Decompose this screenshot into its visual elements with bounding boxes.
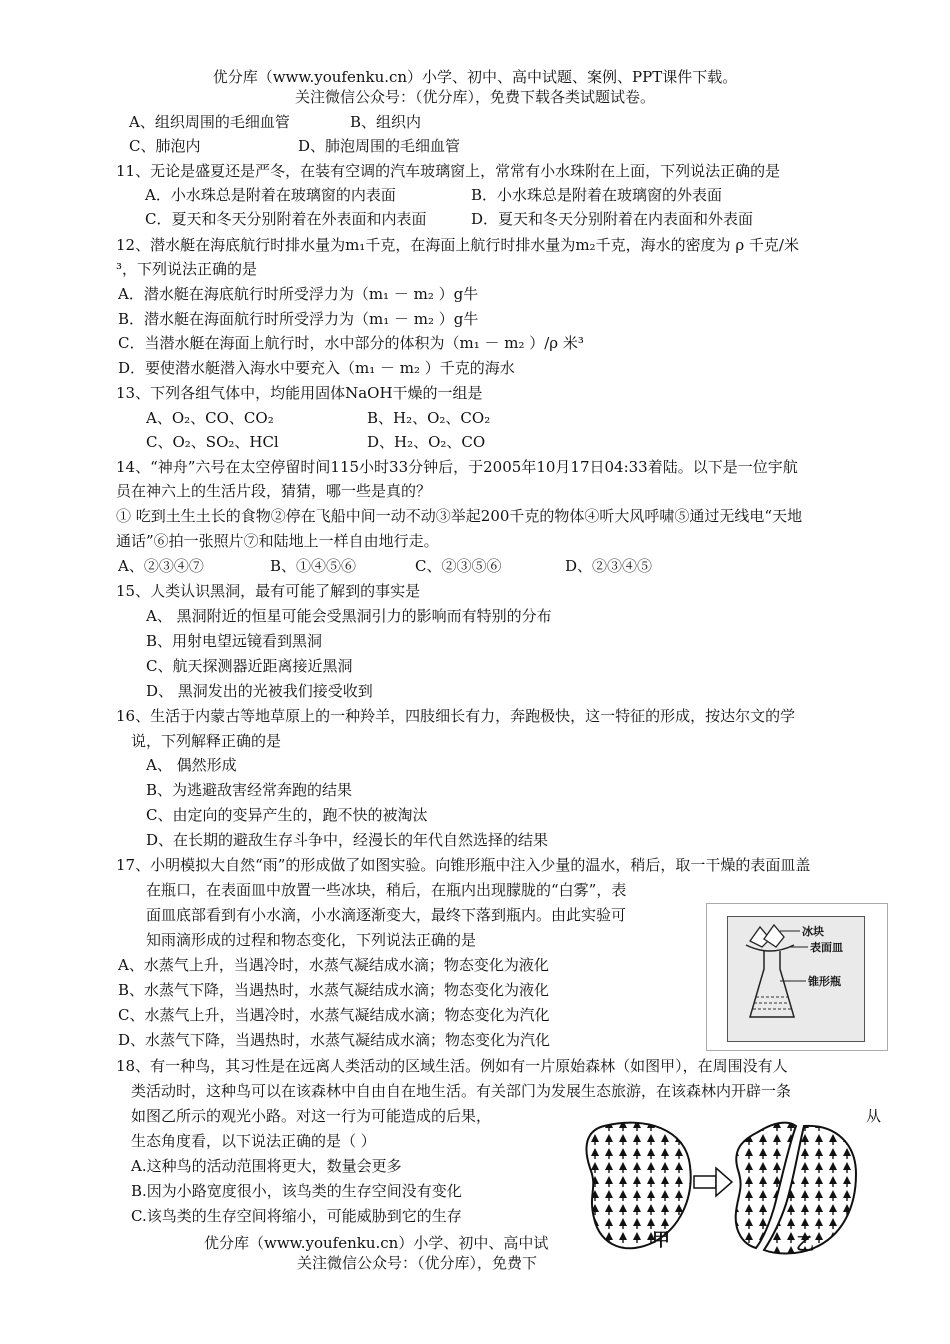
q14-option-d: D、②③④⑤ xyxy=(565,557,653,575)
q12-option-b: B．潜水艇在海面航行时所受浮力为（m₁ － m₂ ）g牛 xyxy=(118,310,479,328)
q17-option-d: D、水蒸气下降，当遇热时，水蒸气凝结成水滴；物态变化为汽化 xyxy=(118,1031,551,1049)
header-line-2: 关注微信公众号：（优分库），免费下载各类试题试卷。 xyxy=(294,88,655,106)
q14-stem-1: 14、“神舟”六号在太空停留时间115小时33分钟后，于2005年10月17日04:33着陆。以下是一位宇航 xyxy=(116,458,798,476)
q16-option-a: A、 偶然形成 xyxy=(146,756,237,774)
q10-option-b: B、组织内 xyxy=(350,113,422,131)
label-flask: 锥形瓶 xyxy=(808,975,841,988)
q15-option-a: A、 黑洞附近的恒星可能会受黑洞引力的影响而有特别的分布 xyxy=(146,607,552,625)
q11-stem: 11、无论是盛夏还是严冬，在装有空调的汽车玻璃窗上，常常有小水珠附在上面，下列说法正确的是 xyxy=(116,162,781,180)
footer-line-1: 优分库（www.youfenku.cn）小学、初中、高中试 xyxy=(204,1234,549,1252)
conical-flask-shape xyxy=(750,951,794,1017)
q14-option-a: A、②③④⑦ xyxy=(118,557,204,575)
q11-option-c: C．夏天和冬天分别附着在外表面和内表面 xyxy=(145,210,427,228)
label-ice: 冰块 xyxy=(802,925,824,938)
q15-option-b: B、用射电望远镜看到黑洞 xyxy=(146,632,323,650)
q10-option-a: A、组织周围的毛细血管 xyxy=(129,113,290,131)
q15-option-d: D、 黑洞发出的光被我们接受收到 xyxy=(146,682,373,700)
arrow-body xyxy=(694,1176,716,1188)
q11-option-d: D．夏天和冬天分别附着在内表面和外表面 xyxy=(471,210,754,228)
q17-option-b: B、水蒸气下降，当遇热时，水蒸气凝结成水滴；物态变化为液化 xyxy=(118,981,550,999)
q15-option-c: C、航天探测器近距离接近黑洞 xyxy=(146,657,353,675)
q17-stem-4: 知雨滴形成的过程和物态变化，下列说法正确的是 xyxy=(146,931,477,949)
q13-stem: 13、下列各组气体中，均能用固体NaOH干燥的一组是 xyxy=(116,384,483,402)
q12-option-d: D．要使潜水艇潜入海水中要充入（m₁ － m₂ ）千克的海水 xyxy=(118,359,515,377)
label-jia: 甲 xyxy=(652,1230,670,1251)
q18-figure xyxy=(574,1118,864,1268)
q16-stem-1: 16、生活于内蒙古等地草原上的一种羚羊，四肢细长有力，奔跑极快，这一特征的形成，按达尔文的学 xyxy=(116,707,796,725)
ice-block-shape xyxy=(764,925,784,947)
q14-option-c: C、②③⑤⑥ xyxy=(415,557,502,575)
q12-option-c: C．当潜水艇在海面上航行时，水中部分的体积为（m₁ － m₂ ）/ρ 米³ xyxy=(118,334,584,352)
q18-option-c: C.该鸟类的生存空间将缩小，可能威胁到它的生存 xyxy=(131,1207,462,1225)
q18-stem-4: 生态角度看，以下说法正确的是（ ） xyxy=(131,1132,376,1150)
q17-option-a: A、水蒸气上升，当遇冷时，水蒸气凝结成水滴；物态变化为液化 xyxy=(118,956,549,974)
q16-option-d: D、在长期的避敌生存斗争中，经漫长的年代自然选择的结果 xyxy=(146,831,549,849)
footer-line-2: 关注微信公众号：（优分库），免费下 xyxy=(297,1254,538,1272)
forest-diagram xyxy=(574,1118,864,1268)
q16-stem-2: 说，下列解释正确的是 xyxy=(131,732,282,750)
surface-dish-shape xyxy=(746,945,794,951)
q12-option-a: A．潜水艇在海底航行时所受浮力为（m₁ － m₂ ）g牛 xyxy=(118,285,479,303)
q16-option-b: B、为逃避敌害经常奔跑的结果 xyxy=(146,781,353,799)
arrow-icon xyxy=(716,1168,732,1196)
q14-stem-4: 通话”⑥拍一张照片⑦和陆地上一样自由地行走。 xyxy=(116,532,439,550)
q17-stem-2: 在瓶口，在表面皿中放置一些冰块，稍后，在瓶内出现朦胧的“白雾”，表 xyxy=(146,881,627,899)
q10-option-c: C、肺泡内 xyxy=(129,137,201,155)
q17-stem-3: 面皿底部看到有小水滴，小水滴逐渐变大，最终下落到瓶内。由此实验可 xyxy=(146,906,627,924)
label-yi: 乙 xyxy=(796,1234,814,1255)
q13-option-c: C、O₂、SO₂、HCl xyxy=(146,433,279,451)
label-dish: 表面皿 xyxy=(810,941,843,954)
q12-stem-2: ³，下列说法正确的是 xyxy=(116,260,258,278)
forest-jia-shape xyxy=(586,1123,690,1249)
q16-option-c: C、由定向的变异产生的，跑不快的被淘汰 xyxy=(146,806,428,824)
q14-stem-3: ① 吃到土生土长的食物②停在飞船中间一动不动③举起200千克的物体④听大风呼啸⑤通过无线电“天地 xyxy=(116,507,803,525)
q18-option-b: B.因为小路宽度很小，该鸟类的生存空间没有变化 xyxy=(131,1182,462,1200)
q13-option-b: B、H₂、O₂、CO₂ xyxy=(367,409,491,427)
q17-stem-1: 17、小明模拟大自然“雨”的形成做了如图实验。向锥形瓶中注入少量的温水，稍后，取一干燥的表面皿盖 xyxy=(116,856,811,874)
q13-option-a: A、O₂、CO、CO₂ xyxy=(146,409,274,427)
q11-option-b: B．小水珠总是附着在玻璃窗的外表面 xyxy=(471,186,723,204)
q14-option-b: B、①④⑤⑥ xyxy=(270,557,357,575)
q17-option-c: C、水蒸气上升，当遇冷时，水蒸气凝结成水滴；物态变化为汽化 xyxy=(118,1006,550,1024)
q18-stem-3b: 从 xyxy=(866,1107,882,1125)
q17-figure xyxy=(706,903,888,1051)
q18-stem-3a: 如图乙所示的观光小路。对这一行为可能造成的后果， xyxy=(131,1107,492,1125)
q17-flask-diagram xyxy=(728,917,864,1041)
q10-option-d: D、肺泡周围的毛细血管 xyxy=(298,137,461,155)
header-line-1: 优分库（www.youfenku.cn）小学、初中、高中试题、案例、PPT课件下载。 xyxy=(212,68,738,86)
q12-stem-1: 12、潜水艇在海底航行时排水量为m₁千克，在海面上航行时排水量为m₂千克，海水的密度为 ρ 千克/米 xyxy=(116,236,799,254)
q13-option-d: D、H₂、O₂、CO xyxy=(367,433,486,451)
q18-option-a: A.这种鸟的活动范围将更大，数量会更多 xyxy=(131,1157,402,1175)
q17-figure-panel xyxy=(727,916,865,1042)
q15-stem: 15、人类认识黑洞，最有可能了解到的事实是 xyxy=(116,582,421,600)
q14-stem-2: 员在神六上的生活片段，猜猜，哪一些是真的？ xyxy=(116,482,432,500)
q18-stem-1: 18、有一种鸟，其习性是在远离人类活动的区域生活。例如有一片原始森林（如图甲），在周围没有人 xyxy=(116,1057,788,1075)
q18-stem-2: 类活动时，这种鸟可以在该森林中自由自在地生活。有关部门为发展生态旅游，在该森林内开辟一条 xyxy=(131,1082,792,1100)
q11-option-a: A．小水珠总是附着在玻璃窗的内表面 xyxy=(145,186,396,204)
